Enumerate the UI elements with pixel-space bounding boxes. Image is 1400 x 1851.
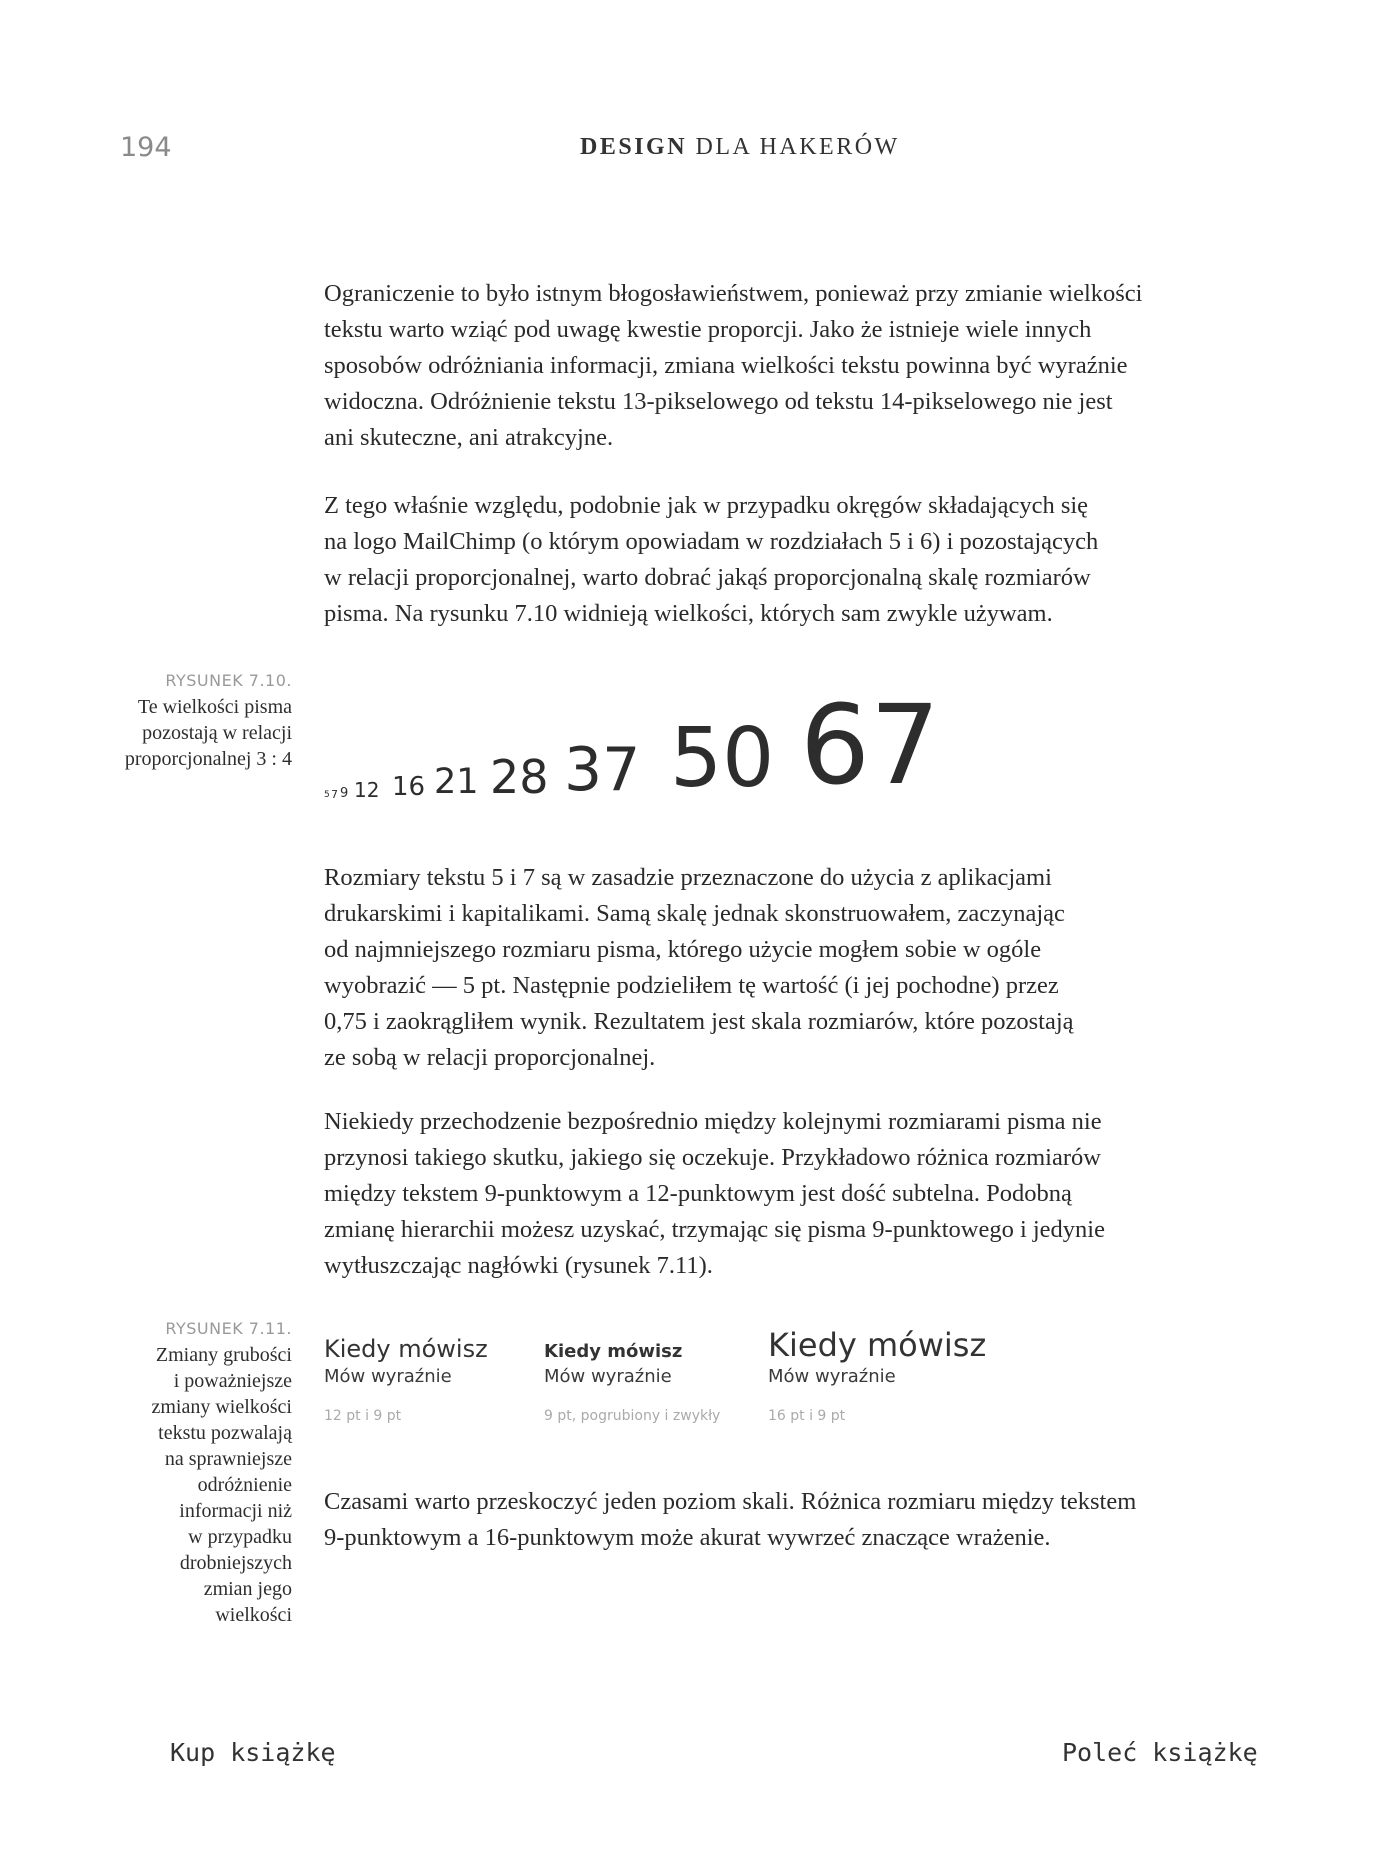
example-subheading: Mów wyraźnie <box>768 1366 896 1387</box>
scale-size-28: 28 <box>490 750 549 804</box>
text-line: w relacji proporcjonalnej, warto dobrać jakąś proporcjonalną skalę rozmiarów <box>324 564 1091 591</box>
text-line: sposobów odróżniania informacji, zmiana wielkości tekstu powinna być wyraźnie <box>324 352 1128 379</box>
example-subheading: Mów wyraźnie <box>324 1366 452 1387</box>
caption-line: tekstu pozwalają <box>158 1422 292 1444</box>
caption-line: w przypadku <box>188 1526 292 1548</box>
caption-line: pozostają w relacji <box>142 722 292 744</box>
text-line: 9-punktowym a 16-punktowym może akurat wywrzeć znaczące wrażenie. <box>324 1524 1051 1551</box>
text-line: pisma. Na rysunku 7.10 widnieją wielkości, których sam zwykle używam. <box>324 600 1053 627</box>
body-paragraph-1 <box>324 276 1204 456</box>
scale-size-37: 37 <box>564 735 641 805</box>
text-line: drukarskimi i kapitalikami. Samą skalę jednak skonstruowałem, zaczynając <box>324 900 1065 927</box>
scale-size-67: 67 <box>800 681 940 809</box>
scale-size-12: 12 <box>354 778 380 802</box>
text-line: Ograniczenie to było istnym błogosławieństwem, ponieważ przy zmianie wielkości <box>324 280 1143 307</box>
example-note: 16 pt i 9 pt <box>768 1408 846 1424</box>
example-heading: Kiedy mówisz <box>324 1335 488 1363</box>
text-line: na logo MailChimp (o którym opowiadam w rozdziałach 5 i 6) i pozostających <box>324 528 1099 555</box>
running-head-bold: DESIGN <box>580 134 688 160</box>
caption-line: drobniejszych <box>179 1552 292 1574</box>
text-line: od najmniejszego rozmiaru pisma, którego użycie mogłem sobie w ogóle <box>324 936 1042 963</box>
caption-line: Zmiany grubości <box>155 1344 292 1366</box>
example-note: 12 pt i 9 pt <box>324 1408 402 1424</box>
scale-size-16: 16 <box>392 772 426 802</box>
scale-size-21: 21 <box>434 762 479 802</box>
text-line: ze sobą w relacji proporcjonalnej. <box>324 1044 656 1071</box>
text-line: tekstu warto wziąć pod uwagę kwestie proporcji. Jako że istnieje wiele innych <box>324 316 1092 343</box>
caption-line: informacji niż <box>179 1500 292 1522</box>
figure-7-10-label: RYSUNEK 7.10. <box>165 671 292 690</box>
text-line: ani skuteczne, ani atrakcyjne. <box>324 424 614 451</box>
example-heading: Kiedy mówisz <box>544 1341 683 1362</box>
text-line: przynosi takiego skutku, jakiego się oczekuje. Przykładowo różnica rozmiarów <box>324 1144 1101 1171</box>
running-head <box>580 134 900 161</box>
body-paragraph-2 <box>324 488 1204 632</box>
figure-7-10-caption <box>125 670 292 772</box>
caption-line: wielkości <box>215 1604 292 1626</box>
body-paragraph-4 <box>324 1104 1204 1284</box>
recommend-book-link[interactable]: Poleć książkę <box>1062 1738 1258 1767</box>
caption-line: na sprawniejsze <box>164 1448 292 1470</box>
example-note: 9 pt, pogrubiony i zwykły <box>544 1408 721 1424</box>
running-head-rest: DLA HAKERÓW <box>687 134 900 160</box>
scale-size-9: 9 <box>340 786 349 801</box>
text-line: 0,75 i zaokrągliłem wynik. Rezultatem jest skala rozmiarów, które pozostają <box>324 1008 1074 1035</box>
text-line: Z tego właśnie względu, podobnie jak w przypadku okręgów składających się <box>324 492 1089 519</box>
type-scale-figure <box>324 681 1024 809</box>
text-line: widoczna. Odróżnienie tekstu 13-pikselowego od tekstu 14-pikselowego nie jest <box>324 388 1113 415</box>
text-line: Czasami warto przeskoczyć jeden poziom skali. Różnica rozmiaru między tekstem <box>324 1488 1137 1515</box>
scale-size-50: 50 <box>670 711 775 806</box>
scale-size-5: 5 <box>324 790 330 800</box>
text-line: Rozmiary tekstu 5 i 7 są w zasadzie przeznaczone do użycia z aplikacjami <box>324 864 1052 891</box>
figure-7-11-caption <box>151 1318 292 1628</box>
body-paragraph-5 <box>324 1484 1204 1556</box>
caption-line: proporcjonalnej 3 : 4 <box>124 748 292 770</box>
text-line: Niekiedy przechodzenie bezpośrednio między kolejnymi rozmiarami pisma nie <box>324 1108 1102 1135</box>
caption-line: Te wielkości pisma <box>137 696 292 718</box>
caption-line: zmiany wielkości <box>151 1396 292 1418</box>
page-number: 194 <box>120 132 172 163</box>
body-paragraph-3 <box>324 860 1204 1076</box>
example-9pt-bold-regular <box>544 1340 720 1424</box>
example-heading: Kiedy mówisz <box>768 1326 987 1364</box>
text-line: zmianę hierarchii możesz uzyskać, trzymając się pisma 9-punktowego i jedynie <box>324 1216 1105 1243</box>
scale-size-7: 7 <box>331 788 338 801</box>
example-subheading: Mów wyraźnie <box>544 1366 672 1387</box>
caption-line: i poważniejsze <box>173 1370 292 1392</box>
text-line: między tekstem 9-punktowym a 12-punktowym jest dość subtelna. Podobną <box>324 1180 1072 1207</box>
figure-7-11-label: RYSUNEK 7.11. <box>165 1319 292 1338</box>
caption-line: zmian jego <box>203 1578 292 1600</box>
caption-line: odróżnienie <box>197 1474 292 1496</box>
text-line: wyobrazić — 5 pt. Następnie podzieliłem tę wartość (i jej pochodne) przez <box>324 972 1059 999</box>
text-line: wytłuszczając nagłówki (rysunek 7.11). <box>324 1252 713 1279</box>
buy-book-link[interactable]: Kup książkę <box>170 1738 336 1767</box>
example-16pt-9pt <box>768 1326 986 1424</box>
example-12pt-9pt <box>324 1334 488 1424</box>
